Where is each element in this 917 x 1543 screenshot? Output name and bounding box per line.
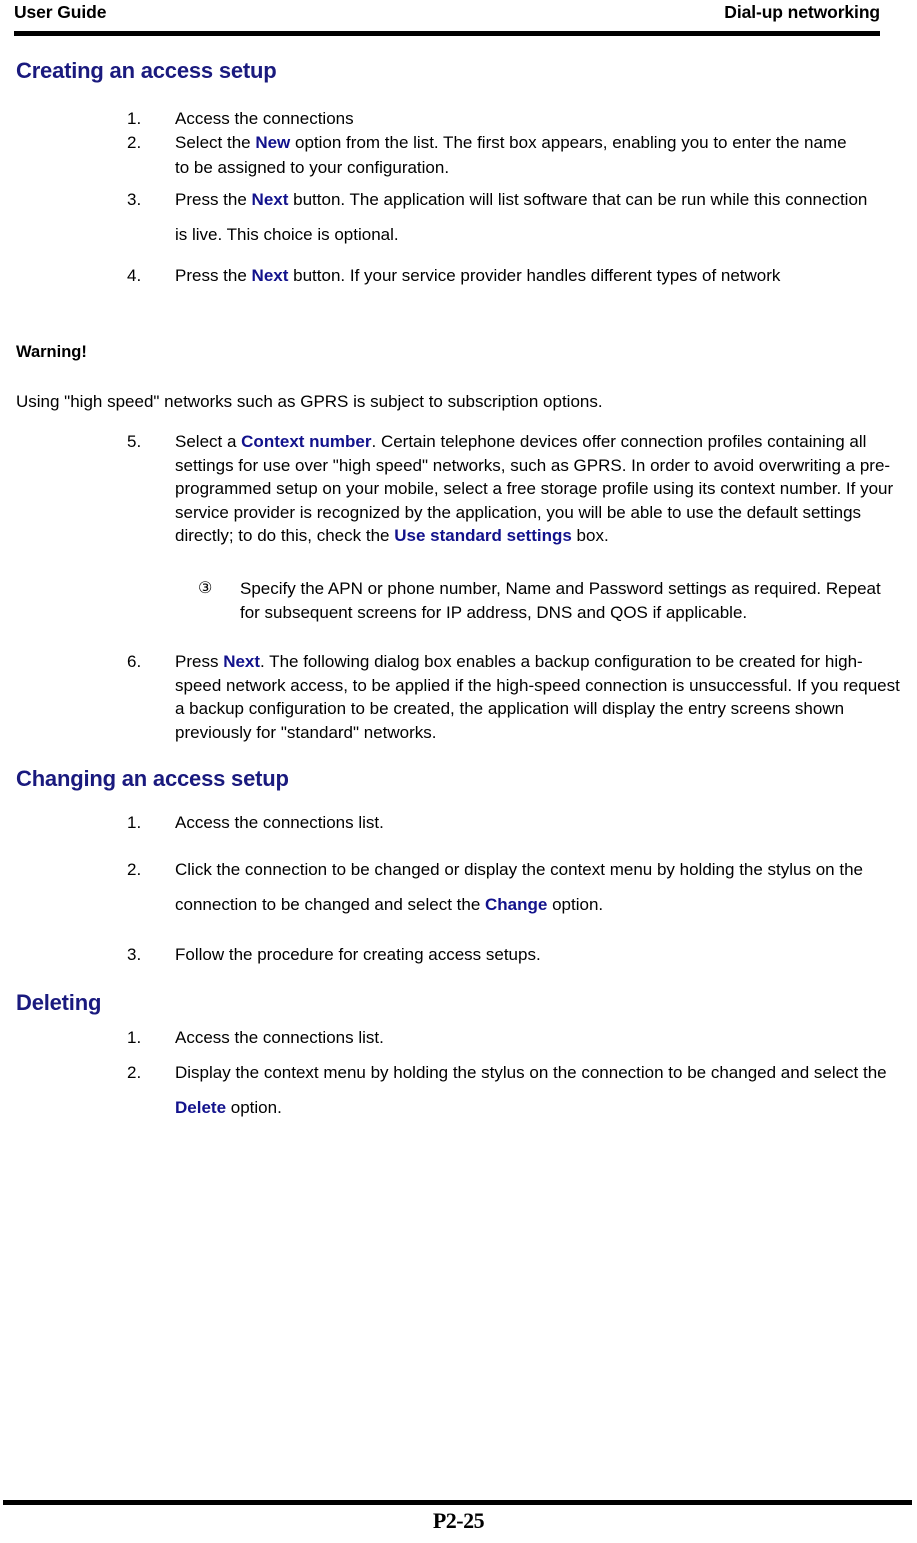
list-text-part: Press the (175, 190, 252, 209)
inline-term-context-number: Context number (241, 432, 372, 451)
running-header (14, 0, 880, 30)
list-text (175, 1055, 887, 1125)
section-heading-deleting: Deleting (16, 990, 102, 1015)
list-number: 2. (127, 133, 142, 152)
list-text-part: option. (226, 1098, 282, 1117)
list-item-changing-1 (127, 810, 727, 835)
list-text-part: . Certain telephone devices offer connection profiles containing all settings for use over "high speed" networks, such as GPRS. In order to avoid overwriting a pre-programmed setup on your mobile, select a free storage profile using its context number. If your service provider is recognized by the application, you will be able to use the default settings directly; to do this, check the (175, 432, 894, 545)
list-item-creating-4 (127, 258, 827, 293)
list-text-part: button. The application will list software that can be run while this connection is live. This choice is optional. (175, 190, 868, 244)
list-text-part: Press (175, 652, 224, 671)
circled-three-icon: ③ (198, 580, 213, 597)
warning-body: Using "high speed" networks such as GPRS is subject to subscription options. (16, 392, 603, 411)
list-item-deleting-2 (127, 1055, 887, 1125)
sub-list-item-apn (198, 577, 883, 624)
list-text-part: option from the list. The first box appears, enabling you to enter the name to be assigned to your configuration. (175, 133, 847, 177)
list-item-creating-1 (127, 106, 887, 131)
list-text (175, 106, 887, 131)
list-number: 5. (127, 432, 142, 451)
list-text (175, 430, 897, 548)
list-item-context-5 (127, 430, 897, 548)
footer-page-number: P2-25 (432, 1508, 485, 1533)
list-item-changing-2 (127, 852, 872, 922)
inline-term-next: Next (251, 266, 289, 285)
list-number: 4. (127, 266, 142, 285)
inline-term-next: Next (251, 190, 289, 209)
list-text-part: Select the (175, 133, 256, 152)
list-number: 6. (127, 652, 142, 671)
list-text-part: Select a (175, 432, 242, 451)
list-text-part: Follow the procedure for creating access setups. (175, 945, 541, 964)
list-item-context-6 (127, 650, 902, 744)
list-number: 3. (127, 945, 142, 964)
list-text (175, 1025, 727, 1050)
list-text (175, 942, 767, 967)
list-number: 2. (127, 1063, 142, 1082)
list-text-part: option. (547, 895, 604, 914)
list-item-changing-3 (127, 942, 767, 967)
sub-list-text: Specify the APN or phone number, Name and Password settings as required. Repeat for subsequent screens for IP address, DNS and QOS if applicable. (240, 579, 881, 622)
list-item-deleting-1 (127, 1025, 727, 1050)
list-number: 1. (127, 1028, 142, 1047)
list-text (175, 182, 872, 252)
list-text-part: . The following dialog box enables a backup configuration to be created for high-speed network access, to be applied if the high-speed connection is unsuccessful. If you request a backup configuration to be created, the application will display the entry screens shown previously for "standard" networks. (175, 652, 900, 742)
list-text (175, 130, 847, 180)
warning-heading: Warning! (16, 343, 87, 361)
inline-term-use-standard-settings: Use standard settings (394, 526, 572, 545)
list-text-part: Display the context menu by holding the stylus on the connection to be changed and select the (175, 1063, 887, 1082)
list-text-part: box. (571, 526, 609, 545)
list-text-part: Access the connections (175, 109, 354, 128)
list-number: 1. (127, 109, 142, 128)
header-left-title: User Guide (14, 2, 107, 22)
list-number: 3. (127, 190, 142, 209)
list-item-creating-3 (127, 182, 872, 252)
list-text (175, 810, 727, 835)
header-divider-rule (14, 31, 880, 36)
list-number: 2. (127, 860, 142, 879)
header-right-title: Dial-up networking (724, 2, 880, 22)
list-text-part: Access the connections list. (175, 1028, 384, 1047)
inline-term-new: New (255, 133, 291, 152)
list-text (175, 852, 872, 922)
list-text-part: button. If your service provider handles different types of network (288, 266, 781, 285)
inline-term-next: Next (223, 652, 261, 671)
section-heading-creating: Creating an access setup (16, 58, 277, 83)
list-text (175, 650, 902, 744)
list-number: 1. (127, 813, 142, 832)
inline-term-delete: Delete (175, 1098, 227, 1117)
list-text-part: Access the connections list. (175, 813, 384, 832)
section-heading-changing: Changing an access setup (16, 766, 289, 791)
footer-divider-rule (3, 1500, 912, 1505)
list-text (175, 258, 827, 293)
inline-term-change: Change (485, 895, 548, 914)
list-text-part: Press the (175, 266, 252, 285)
list-item-creating-2 (127, 130, 847, 180)
list-text-part: Click the connection to be changed or display the context menu by holding the stylus on the connection to be changed and select the (175, 860, 863, 914)
